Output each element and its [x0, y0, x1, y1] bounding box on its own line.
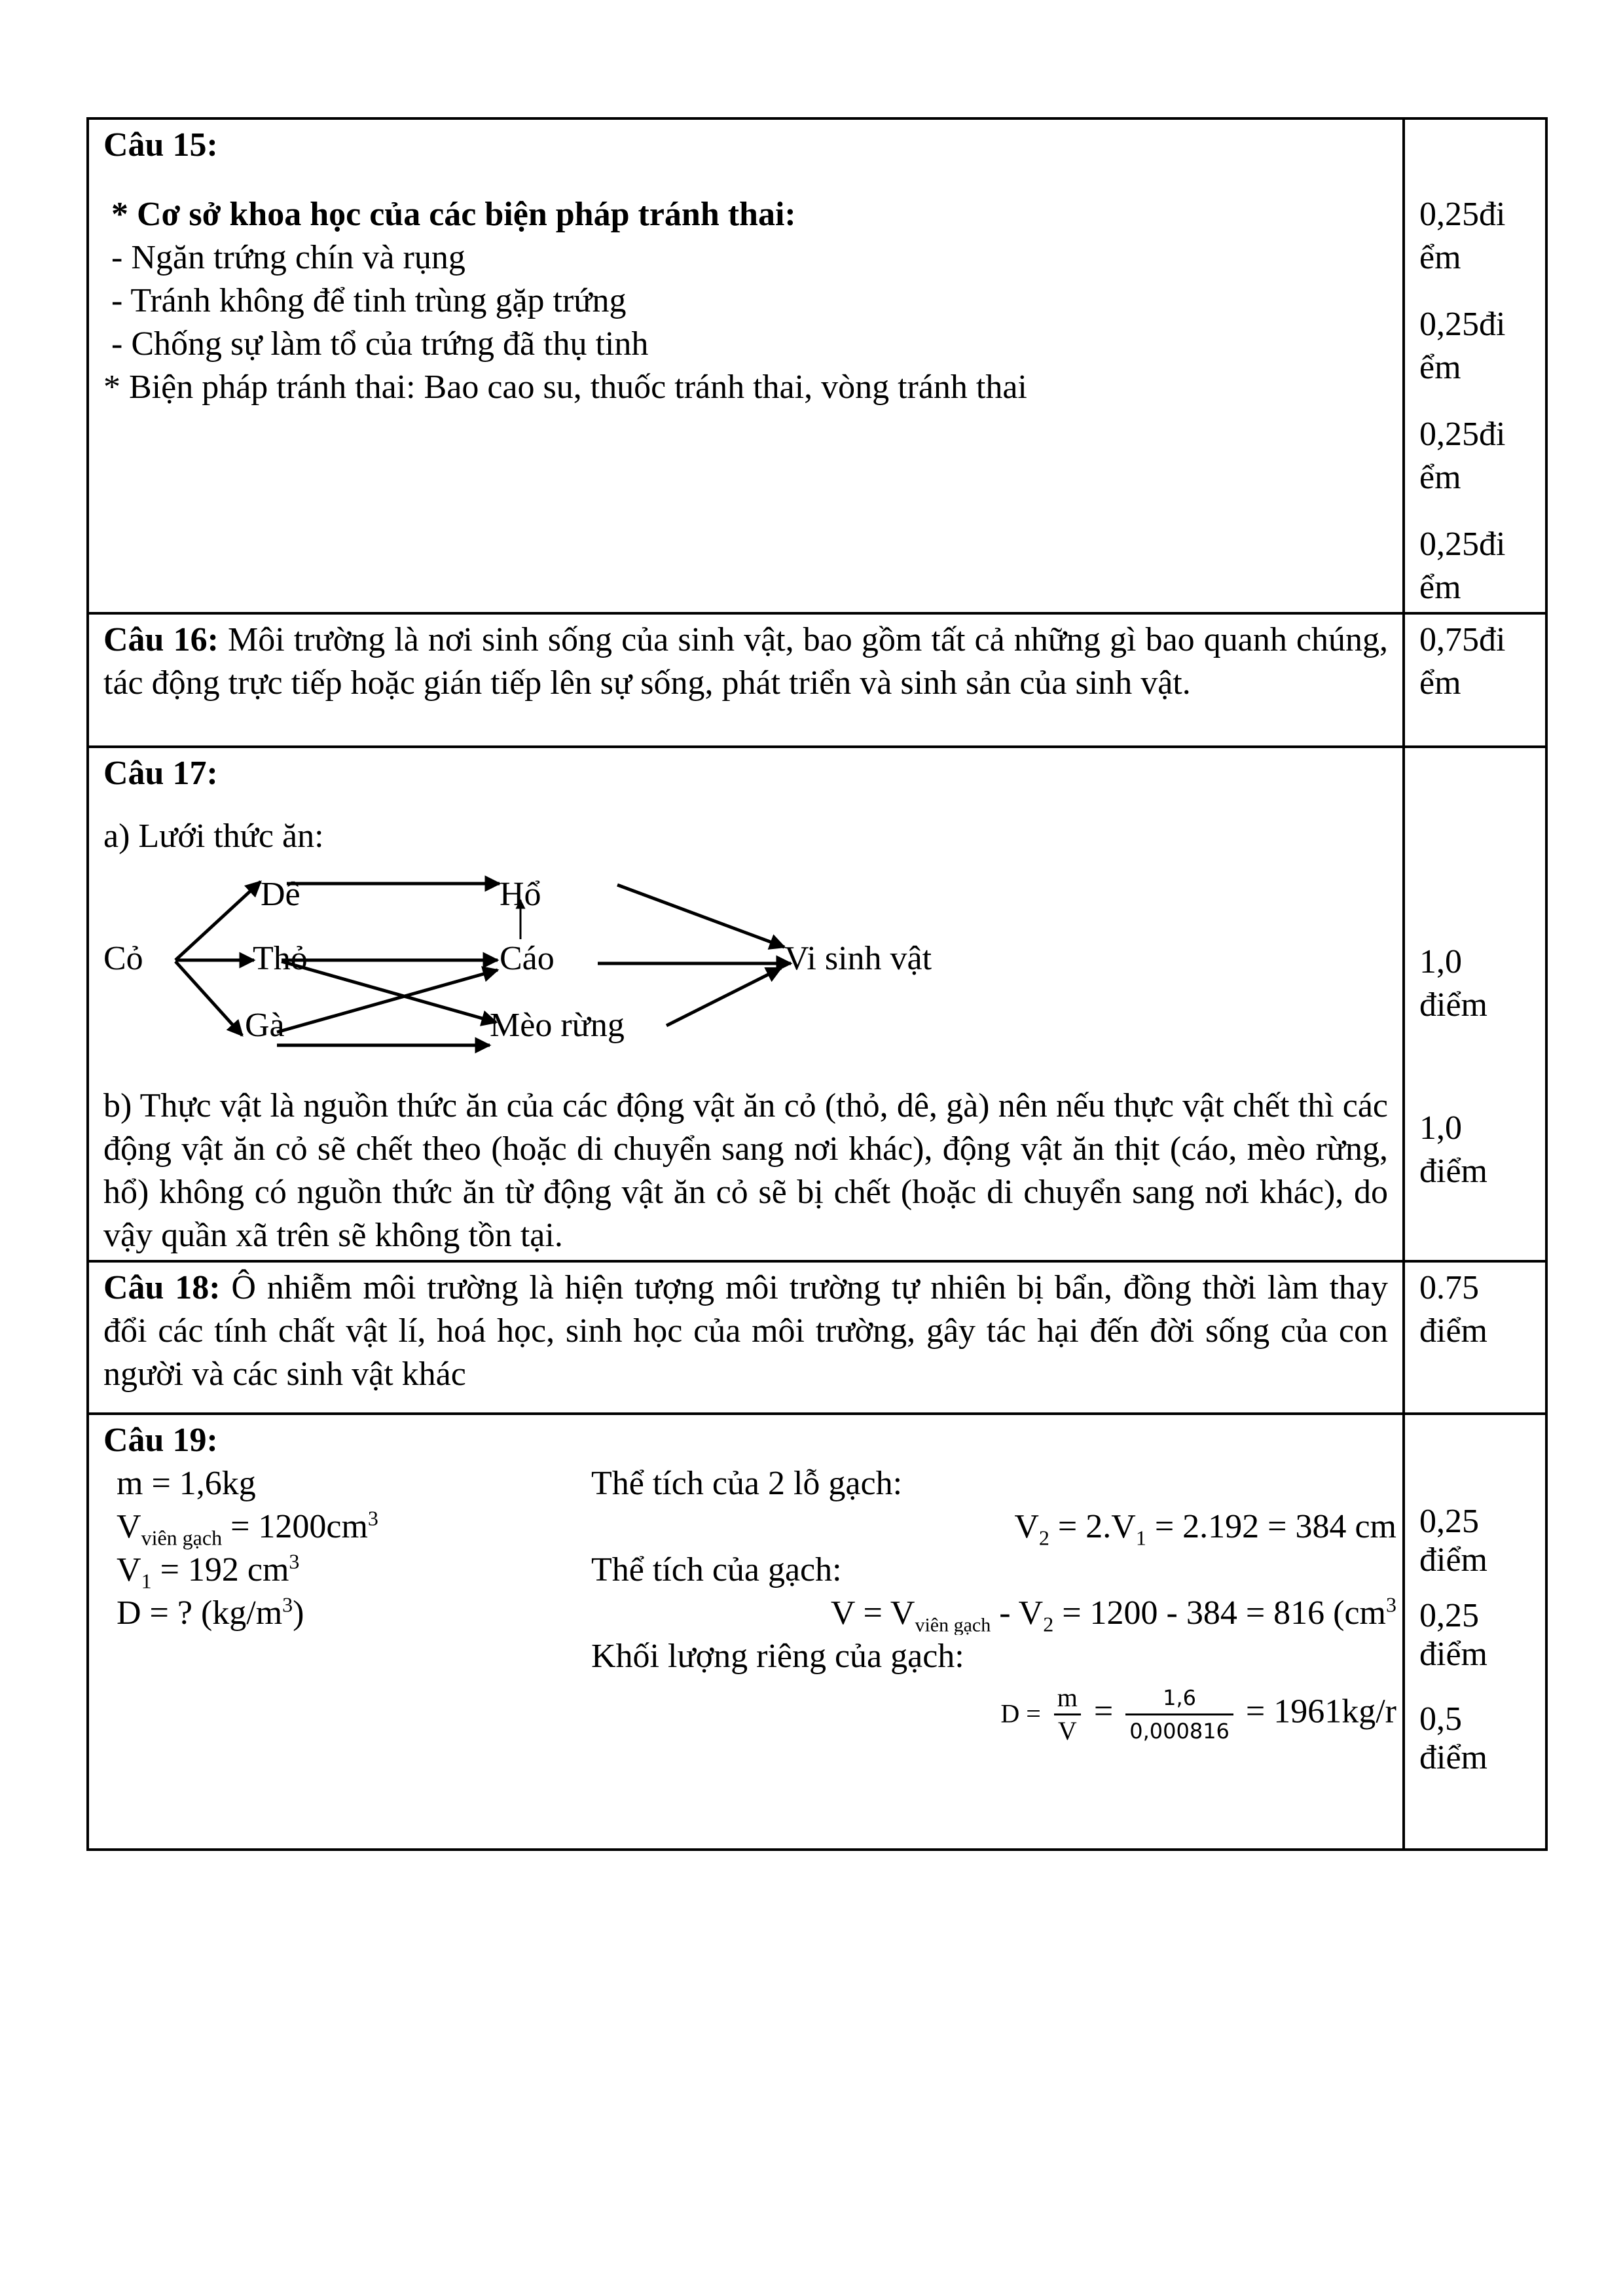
score-value: 0,25đi — [1419, 196, 1506, 233]
score-15-3 — [1419, 413, 1531, 499]
question-15-row — [88, 118, 1546, 613]
score-15-4 — [1419, 523, 1531, 609]
solution-work — [591, 1462, 1396, 1747]
question-17-part-a: a) Lưới thức ăn: — [103, 817, 324, 855]
score-15-2 — [1419, 303, 1531, 389]
spacer — [103, 167, 1388, 193]
node-meo-rung: Mèo rừng — [490, 1007, 625, 1044]
question-16-text: Môi trường là nơi sinh sống của sinh vật, bao gồm tất cả những gì bao quanh chúng, tác động trực tiếp hoặc gián tiếp lên sự sống, phát triển và sinh sản của sinh vật. — [103, 621, 1388, 702]
density-label: Khối lượng riêng của gạch: — [591, 1638, 964, 1675]
question-15-heading: * Cơ sở khoa học của các biện pháp tránh thai: — [111, 196, 796, 233]
score-unit: ểm — [1419, 239, 1461, 276]
question-17-content — [88, 747, 1404, 1261]
question-15-item-1: - Ngăn trứng chín và rụng — [111, 239, 465, 276]
question-19-title: Câu 19: — [103, 1422, 218, 1459]
question-17-part-b: b) Thực vật là nguồn thức ăn của các động vật ăn cỏ (thỏ, dê, gà) nên nếu thực vật chết thì các động vật ăn cỏ sẽ chết theo (hoặc di chuyển sang nơi khác), động vật ăn thịt (cáo, mèo rừng, hổ) không có nguồn thức ăn từ động vật ăn cỏ sẽ bị chết (hoặc di chuyển sang nơi khác), do vậy quần xã trên sẽ không tồn tại. — [103, 1087, 1388, 1254]
holes-volume-label: Thể tích của 2 lỗ gạch: — [591, 1465, 903, 1502]
question-17-score — [1404, 747, 1546, 1261]
question-18-content — [88, 1261, 1404, 1414]
node-ga: Gà — [245, 1007, 285, 1044]
score-unit: ểm — [1419, 569, 1461, 606]
question-19-row — [88, 1414, 1546, 1850]
score-value: 0,75đi — [1419, 621, 1506, 658]
node-ho: Hổ — [500, 876, 541, 913]
fraction-m-over-v: $\frac{m}{V}$ — [1053, 1682, 1082, 1747]
fraction-values: $\frac{1,6}{0,000816}$ — [1125, 1682, 1233, 1747]
score-unit: điểm — [1419, 1153, 1487, 1190]
score-value: 0,25đi — [1419, 526, 1506, 563]
node-de: Dê — [261, 876, 301, 913]
score-unit: ểm — [1419, 349, 1461, 386]
score-value: 1,0 — [1419, 1109, 1462, 1147]
score-unit: điểm — [1419, 1541, 1487, 1579]
question-18-title: Câu 18: — [103, 1269, 221, 1306]
answer-table — [86, 117, 1548, 1851]
question-16-title: Câu 16: — [103, 621, 219, 658]
score-value: 0,25 — [1419, 1503, 1479, 1540]
given-mass: m = 1,6kg — [117, 1465, 256, 1502]
score-unit: điểm — [1419, 1312, 1487, 1350]
score-unit: ểm — [1419, 459, 1461, 496]
question-17-title: Câu 17: — [103, 755, 218, 792]
question-15-item-3: - Chống sự làm tổ của trứng đã thụ tinh — [111, 325, 649, 363]
question-15-methods: * Biện pháp tránh thai: Bao cao su, thuốc tránh thai, vòng tránh thai — [103, 368, 1027, 406]
food-web-diagram — [103, 862, 1282, 1078]
score-value: 0,25đi — [1419, 416, 1506, 453]
density-formula: D = $\frac{m}{V}$ = $\frac{1,6}{0,000816}$ = 1961kg/r — [1000, 1683, 1396, 1746]
question-18-score — [1404, 1261, 1546, 1414]
score-value: 0,25 — [1419, 1597, 1479, 1634]
score-unit: ểm — [1419, 664, 1461, 702]
question-19-score — [1404, 1414, 1546, 1850]
question-19-content — [88, 1414, 1404, 1850]
node-vi-sinh-vat: Vi sinh vật — [784, 940, 932, 977]
score-value: 0.75 — [1419, 1269, 1479, 1306]
score-value: 0,5 — [1419, 1700, 1462, 1738]
score-15-1 — [1419, 193, 1531, 279]
node-cao: Cáo — [500, 940, 555, 977]
score-unit: điểm — [1419, 1636, 1487, 1673]
score-value: 1,0 — [1419, 943, 1462, 980]
question-18-text: Ô nhiễm môi trường là hiện tượng môi trường tự nhiên bị bẩn, đồng thời làm thay đổi các tính chất vật lí, hoá học, sinh học của môi trường, gây tác hại đến đời sống của con người và các sinh vật khác — [103, 1269, 1388, 1393]
node-co: Cỏ — [103, 940, 143, 977]
brick-volume-label: Thể tích của gạch: — [591, 1551, 842, 1588]
holes-volume-formula: $V_2 = 2.V_1 = 2.192 = 384$ cm — [1014, 1508, 1396, 1549]
question-15-item-2: - Tránh không để tinh trùng gặp trứng — [111, 282, 627, 319]
score-unit: điểm — [1419, 1739, 1487, 1776]
given-values — [117, 1462, 378, 1635]
question-15-score — [1404, 118, 1546, 613]
question-16-score — [1404, 613, 1546, 747]
given-hole-volume: $V_1 = 192$ $cm^3$ — [117, 1549, 300, 1593]
question-18-row — [88, 1261, 1546, 1414]
question-15-content — [88, 118, 1404, 613]
brick-volume-formula: $V = V_{viên gạch} - V_2 = 1200 - 384 = 816$ ($cm^3$ — [830, 1592, 1396, 1635]
node-tho: Thỏ — [253, 940, 308, 977]
question-16-row — [88, 613, 1546, 747]
given-density-unknown: D = ? $(kg/m^3)$ — [117, 1592, 304, 1632]
given-brick-volume: $V_{viên gạch} = 1200cm^3$ — [117, 1506, 378, 1550]
score-unit: điểm — [1419, 986, 1487, 1024]
question-16-content — [88, 613, 1404, 747]
question-15-title: Câu 15: — [103, 126, 218, 164]
question-17-row — [88, 747, 1546, 1261]
question-19-solution — [103, 1462, 1396, 1829]
score-value: 0,25đi — [1419, 306, 1506, 343]
